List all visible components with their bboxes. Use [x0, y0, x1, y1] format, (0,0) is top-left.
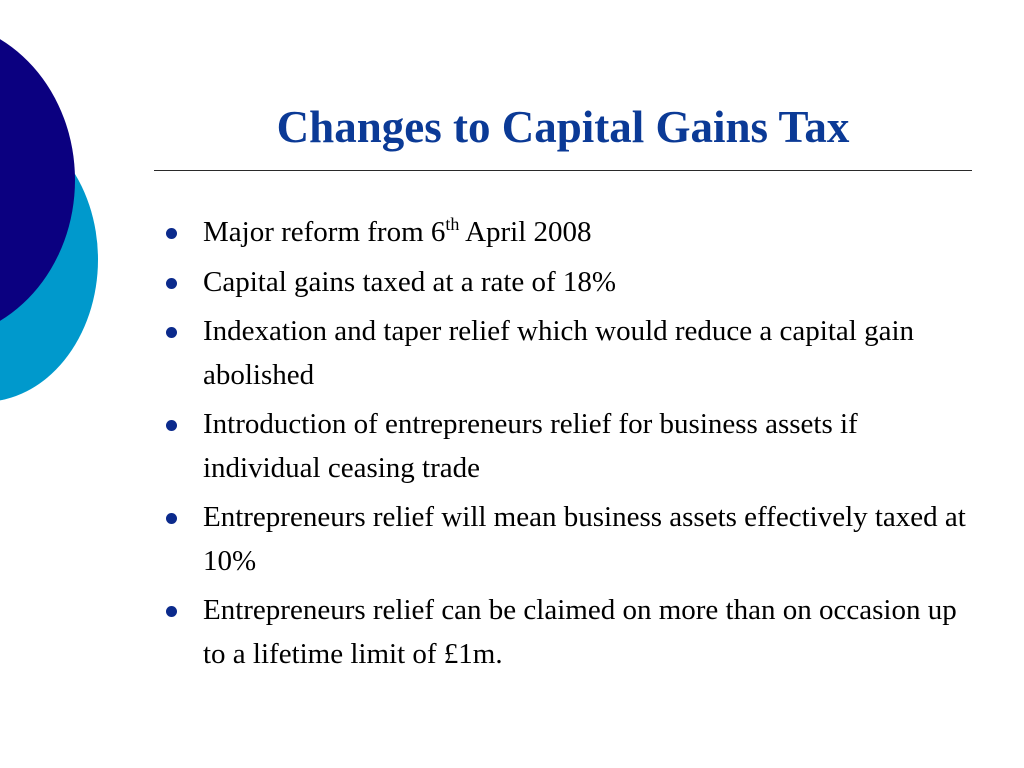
bullet-item [166, 261, 966, 305]
bullet-item [166, 496, 966, 583]
bullet-icon [166, 420, 177, 431]
bullet-text-after: April 2008 [459, 216, 592, 248]
bullet-text: Entrepreneurs relief will mean business assets effectively taxed at 10% [203, 501, 966, 577]
bullet-text-before: Major reform from 6 [203, 216, 446, 248]
slide-title: Changes to Capital Gains Tax [276, 102, 850, 152]
bullet-item [166, 403, 966, 490]
bullet-item [166, 310, 966, 397]
ordinal-superscript: th [445, 214, 460, 234]
bullet-icon [166, 513, 177, 524]
bullet-icon [166, 606, 177, 617]
bullet-text: Indexation and taper relief which would reduce a capital gain abolished [203, 315, 914, 391]
bullet-icon [166, 228, 177, 239]
bullet-list [166, 211, 966, 682]
title-divider [154, 170, 972, 171]
bullet-icon [166, 327, 177, 338]
bullet-text: Entrepreneurs relief can be claimed on more than on occasion up to a lifetime limit of £1m. [203, 594, 957, 670]
bullet-icon [166, 278, 177, 289]
bullet-text: Capital gains taxed at a rate of 18% [203, 265, 617, 298]
bullet-item [166, 211, 966, 255]
bullet-text: Introduction of entrepreneurs relief for business assets if individual ceasing trade [203, 408, 858, 484]
bullet-item [166, 589, 966, 676]
